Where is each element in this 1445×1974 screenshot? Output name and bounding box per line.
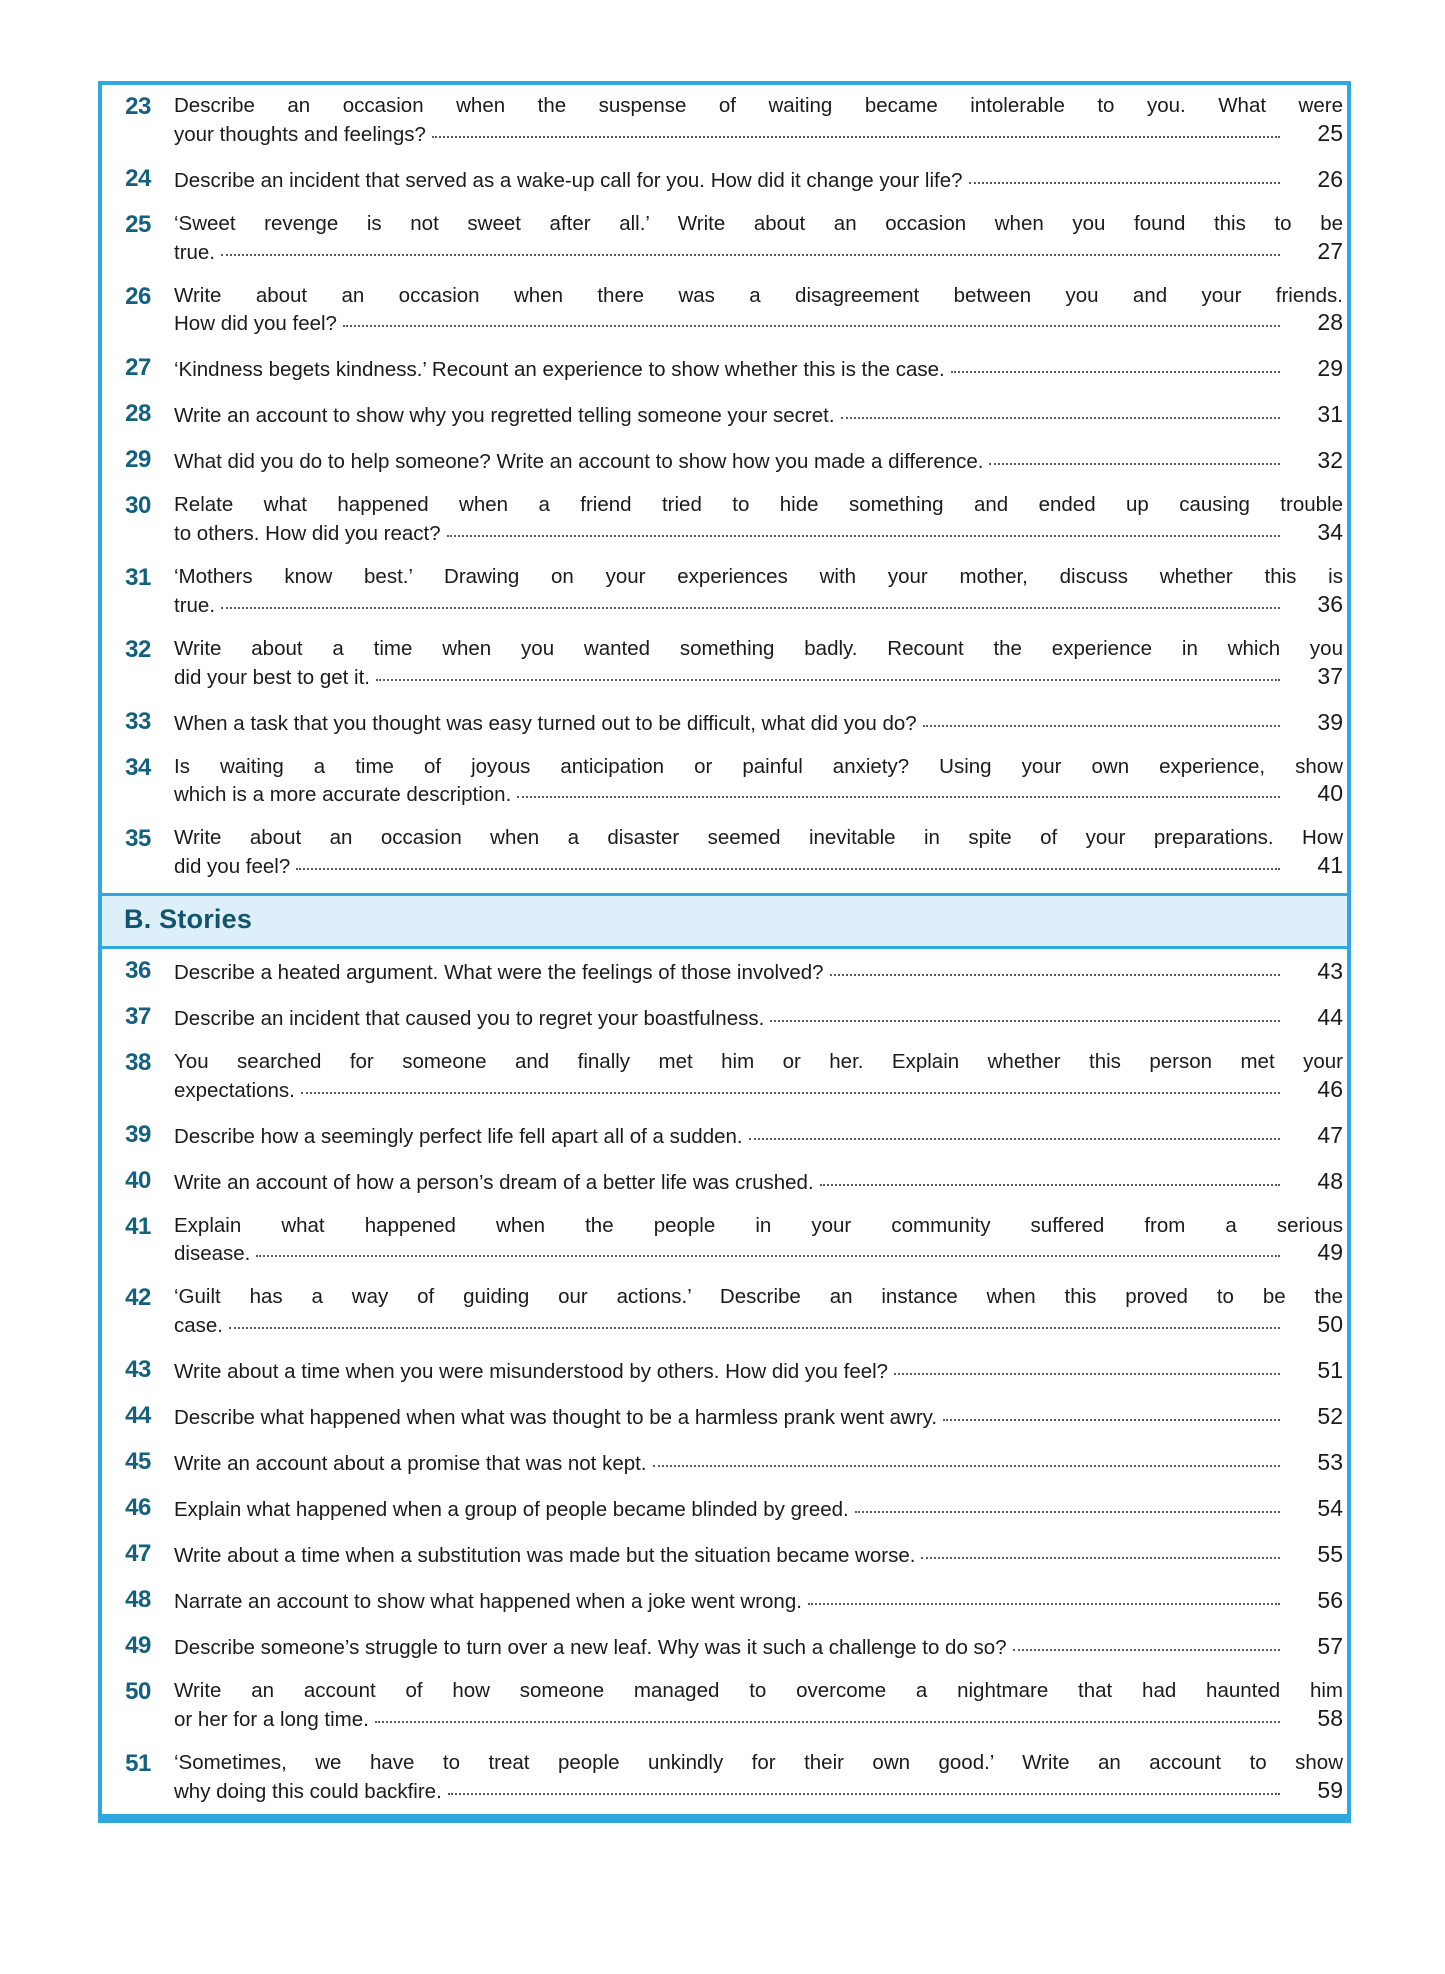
entry-line [174, 308, 1343, 337]
dot-leader [830, 974, 1280, 976]
entry-text-block [174, 949, 1347, 986]
toc-entry[interactable] [102, 1041, 1347, 1113]
dot-leader [432, 136, 1280, 138]
entry-number: 51 [125, 1749, 151, 1777]
page-number: 55 [1317, 1541, 1343, 1568]
entry-line [174, 708, 1343, 737]
entry-text: ‘Kindness begets kindness.’ Recount an experience to show whether this is the case. [174, 358, 945, 382]
dot-leader [256, 1255, 1280, 1257]
toc-entry[interactable] [102, 1624, 1347, 1670]
entry-text-block [174, 392, 1347, 429]
entry-line [174, 1121, 1343, 1150]
entry-number: 35 [125, 825, 151, 853]
dot-leader [770, 1020, 1280, 1022]
entry-text-block [174, 746, 1347, 809]
entry-text-block [174, 484, 1347, 547]
entry-text-block [174, 85, 1347, 148]
entry-line [174, 1402, 1343, 1431]
section-header [102, 893, 1347, 949]
entry-number: 38 [125, 1048, 151, 1076]
dot-leader [989, 463, 1280, 465]
toc-entry[interactable] [102, 275, 1347, 347]
entry-text: Explain what happened when a group of people became blinded by greed. [174, 1498, 849, 1522]
page-number: 46 [1317, 1075, 1343, 1102]
entry-number: 44 [125, 1402, 151, 1430]
entry-line [174, 119, 1343, 148]
dot-leader [301, 1092, 1280, 1094]
toc-entry[interactable] [102, 995, 1347, 1041]
entry-number: 27 [125, 354, 151, 382]
toc-entry[interactable] [102, 157, 1347, 203]
entry-line [174, 1356, 1343, 1385]
page-number: 25 [1317, 119, 1343, 146]
dot-leader [375, 1721, 1280, 1723]
entry-text: How did you feel? [174, 312, 337, 336]
entry-line [174, 1238, 1343, 1267]
entry-text-block [174, 1440, 1347, 1477]
dot-leader [923, 725, 1280, 727]
entry-line [174, 1003, 1343, 1032]
page-number: 41 [1317, 852, 1343, 879]
section-title: B. Stories [124, 904, 253, 935]
toc-entry[interactable] [102, 556, 1347, 628]
dot-leader [221, 607, 1280, 609]
page-number: 51 [1317, 1357, 1343, 1384]
entry-text: disease. [174, 1242, 251, 1266]
page-number: 43 [1317, 957, 1343, 984]
dot-leader [749, 1138, 1280, 1140]
entry-text: Describe a heated argument. What were the feelings of those involved? [174, 960, 824, 984]
dot-leader [820, 1184, 1280, 1186]
toc-entry[interactable] [102, 746, 1347, 818]
entry-number: 32 [125, 635, 151, 663]
entry-line [174, 1075, 1343, 1104]
toc-entry[interactable] [102, 1578, 1347, 1624]
entry-text-block [174, 556, 1347, 619]
entry-text-block [174, 1113, 1347, 1150]
dot-leader [841, 417, 1280, 419]
entry-line [174, 662, 1343, 691]
entry-text: Write an account of how a person’s dream of a better life was crushed. [174, 1170, 814, 1194]
entry-number: 29 [125, 446, 151, 474]
entry-line [174, 1448, 1343, 1477]
entry-number: 40 [125, 1166, 151, 1194]
dot-leader [221, 254, 1280, 256]
entry-text: true. [174, 240, 216, 264]
page-number: 34 [1317, 519, 1343, 546]
entry-text: Describe an incident that caused you to regret your boastfulness. [174, 1006, 765, 1030]
toc-entry[interactable] [102, 203, 1347, 275]
entry-text-block [174, 1486, 1347, 1523]
page-number: 50 [1317, 1311, 1343, 1338]
dot-leader [229, 1327, 1280, 1329]
page-number: 52 [1317, 1403, 1343, 1430]
entry-text: Write an account about a promise that was not kept. [174, 1452, 647, 1476]
entry-text: You searched for someone and finally met him or her. Explain whether this person met your [174, 1049, 1343, 1073]
entry-line [174, 446, 1343, 475]
entry-number: 50 [125, 1677, 151, 1705]
page-number: 53 [1317, 1449, 1343, 1476]
page-number: 57 [1317, 1632, 1343, 1659]
entry-text-block [174, 995, 1347, 1032]
toc-entry[interactable] [102, 1205, 1347, 1277]
toc-entry[interactable] [102, 628, 1347, 700]
entry-text: Explain what happened when the people in your community suffered from a serious [174, 1213, 1343, 1237]
entry-line [174, 957, 1343, 986]
dot-leader [894, 1373, 1280, 1375]
entry-text-block [174, 1670, 1347, 1733]
entry-text: your thoughts and feelings? [174, 122, 426, 146]
page-number: 49 [1317, 1239, 1343, 1266]
entry-line [174, 1586, 1343, 1615]
entry-number: 41 [125, 1212, 151, 1240]
page-number: 48 [1317, 1167, 1343, 1194]
entry-text: which is a more accurate description. [174, 783, 512, 807]
toc-entry[interactable] [102, 817, 1347, 889]
page-number: 54 [1317, 1495, 1343, 1522]
dot-leader [448, 1793, 1280, 1795]
entry-text-block [174, 1348, 1347, 1385]
entry-text: case. [174, 1314, 223, 1338]
entry-text: Describe an incident that served as a wake-up call for you. How did it change your life? [174, 168, 963, 192]
entry-text: When a task that you thought was easy turned out to be difficult, what did you do? [174, 711, 917, 735]
entry-line [174, 1167, 1343, 1196]
dot-leader [951, 371, 1280, 373]
toc-entry[interactable] [102, 1159, 1347, 1205]
entry-number: 48 [125, 1586, 151, 1614]
dot-leader [517, 796, 1280, 798]
dot-leader [808, 1603, 1280, 1605]
entry-text-block [174, 157, 1347, 194]
entry-number: 24 [125, 164, 151, 192]
entry-text: to others. How did you react? [174, 522, 441, 546]
page-number: 39 [1317, 708, 1343, 735]
toc-entry[interactable] [102, 1440, 1347, 1486]
page-number: 59 [1317, 1776, 1343, 1803]
toc-entry[interactable] [102, 346, 1347, 392]
entry-text: did your best to get it. [174, 665, 371, 689]
dot-leader [1013, 1649, 1280, 1651]
entry-line [174, 400, 1343, 429]
page-number: 37 [1317, 662, 1343, 689]
entry-number: 25 [125, 210, 151, 238]
toc-entry[interactable] [102, 1276, 1347, 1348]
entry-text: ‘Guilt has a way of guiding our actions.’ Describe an instance when this proved to be the [174, 1285, 1343, 1309]
page-number: 58 [1317, 1704, 1343, 1731]
entry-text-block [174, 1578, 1347, 1615]
toc-entry[interactable] [102, 484, 1347, 556]
entry-text: expectations. [174, 1078, 295, 1102]
toc-entry[interactable] [102, 1394, 1347, 1440]
page-number: 32 [1317, 447, 1343, 474]
entry-text-block [174, 1394, 1347, 1431]
entry-text: Describe an occasion when the suspense of waiting became intolerable to you. What were [174, 94, 1343, 117]
entry-number: 43 [125, 1356, 151, 1384]
entry-text-block [174, 203, 1347, 266]
toc-entry[interactable] [102, 1532, 1347, 1578]
toc-entry[interactable] [102, 1348, 1347, 1394]
page-number: 36 [1317, 590, 1343, 617]
entry-number: 45 [125, 1448, 151, 1476]
entry-line [174, 851, 1343, 880]
entry-number: 47 [125, 1540, 151, 1568]
toc-body [102, 85, 1347, 1814]
toc-entry[interactable] [102, 949, 1347, 995]
entry-text: did you feel? [174, 855, 291, 879]
entry-line [174, 779, 1343, 808]
toc-entry[interactable] [102, 1742, 1347, 1814]
entry-text: Relate what happened when a friend tried to hide something and ended up causing trouble [174, 493, 1343, 517]
entry-line [174, 1632, 1343, 1661]
entry-text: true. [174, 593, 216, 617]
entry-line [174, 1540, 1343, 1569]
dot-leader [943, 1419, 1280, 1421]
dot-leader [376, 679, 1280, 681]
entry-text-block [174, 1532, 1347, 1569]
entry-line [174, 237, 1343, 266]
entry-number: 42 [125, 1284, 151, 1312]
entry-text-block [174, 1624, 1347, 1661]
entry-line [174, 354, 1343, 383]
entry-text-block [174, 346, 1347, 383]
entry-text: ‘Sometimes, we have to treat people unkindly for their own good.’ Write an account to show [174, 1750, 1343, 1774]
toc-entry[interactable] [102, 1113, 1347, 1159]
dot-leader [343, 325, 1280, 327]
toc-frame [98, 81, 1351, 1823]
toc-entry[interactable] [102, 1486, 1347, 1532]
toc-entry[interactable] [102, 700, 1347, 746]
entry-text: Describe what happened when what was thought to be a harmless prank went awry. [174, 1406, 938, 1430]
dot-leader [296, 868, 1280, 870]
entry-text-block [174, 1159, 1347, 1196]
entry-text: why doing this could backfire. [174, 1779, 442, 1803]
entry-line [174, 1494, 1343, 1523]
entry-number: 26 [125, 282, 151, 310]
toc-entry[interactable] [102, 85, 1347, 157]
entry-text: Write about a time when a substitution was made but the situation became worse. [174, 1544, 916, 1568]
entry-number: 34 [125, 753, 151, 781]
dot-leader [653, 1465, 1280, 1467]
entry-line [174, 1310, 1343, 1339]
entry-text: Describe someone’s struggle to turn over a new leaf. Why was it such a challenge to do so? [174, 1635, 1007, 1659]
entry-number: 23 [125, 93, 151, 120]
page-number: 29 [1317, 355, 1343, 382]
entry-text: or her for a long time. [174, 1707, 369, 1731]
entry-text: Write an account to show why you regretted telling someone your secret. [174, 404, 835, 428]
entry-text-block [174, 1205, 1347, 1268]
entry-number: 30 [125, 492, 151, 520]
entry-number: 28 [125, 400, 151, 428]
page-number: 26 [1317, 165, 1343, 192]
dot-leader [921, 1557, 1280, 1559]
page-number: 44 [1317, 1003, 1343, 1030]
entry-text: What did you do to help someone? Write an account to show how you made a difference. [174, 450, 984, 474]
entry-number: 33 [125, 707, 151, 735]
entry-text-block [174, 1276, 1347, 1339]
dot-leader [855, 1511, 1280, 1513]
entry-text-block [174, 1041, 1347, 1104]
entry-line [174, 1776, 1343, 1805]
entry-text: Write about a time when you wanted something badly. Recount the experience in which you [174, 636, 1343, 660]
toc-entry[interactable] [102, 1670, 1347, 1742]
entry-number: 36 [125, 956, 151, 984]
page-number: 28 [1317, 309, 1343, 336]
entry-text: Describe how a seemingly perfect life fell apart all of a sudden. [174, 1124, 743, 1148]
entry-text-block [174, 275, 1347, 338]
dot-leader [447, 535, 1280, 537]
dot-leader [969, 182, 1280, 184]
entry-number: 49 [125, 1631, 151, 1659]
entry-text: Write about a time when you were misunderstood by others. How did you feel? [174, 1360, 889, 1384]
entry-text: ‘Sweet revenge is not sweet after all.’ Write about an occasion when you found this to be [174, 211, 1343, 235]
entry-text-block [174, 1742, 1347, 1805]
entry-text-block [174, 817, 1347, 880]
entry-text: Is waiting a time of joyous anticipation or painful anxiety? Using your own experience, show [174, 754, 1343, 778]
entry-line [174, 165, 1343, 194]
toc-entry[interactable] [102, 392, 1347, 438]
entry-text: ‘Mothers know best.’ Drawing on your experiences with your mother, discuss whether this is [174, 565, 1343, 589]
entry-text-block [174, 628, 1347, 691]
entry-number: 31 [125, 564, 151, 592]
page-number: 31 [1317, 401, 1343, 428]
entry-line [174, 518, 1343, 547]
page-number: 56 [1317, 1587, 1343, 1614]
entry-text-block [174, 700, 1347, 737]
page-number: 27 [1317, 237, 1343, 264]
entry-text: Write about an occasion when a disaster seemed inevitable in spite of your preparations. How [174, 826, 1343, 850]
entry-number: 46 [125, 1494, 151, 1522]
toc-entry[interactable] [102, 438, 1347, 484]
entry-text: Narrate an account to show what happened when a joke went wrong. [174, 1590, 802, 1614]
entry-text-block [174, 438, 1347, 475]
entry-number: 37 [125, 1002, 151, 1030]
entry-number: 39 [125, 1120, 151, 1148]
entry-line [174, 590, 1343, 619]
entry-text: Write an account of how someone managed to overcome a nightmare that had haunted him [174, 1678, 1343, 1702]
page-number: 40 [1317, 780, 1343, 807]
page-number: 47 [1317, 1121, 1343, 1148]
entry-text: Write about an occasion when there was a disagreement between you and your friends. [174, 283, 1343, 307]
entry-line [174, 1704, 1343, 1733]
